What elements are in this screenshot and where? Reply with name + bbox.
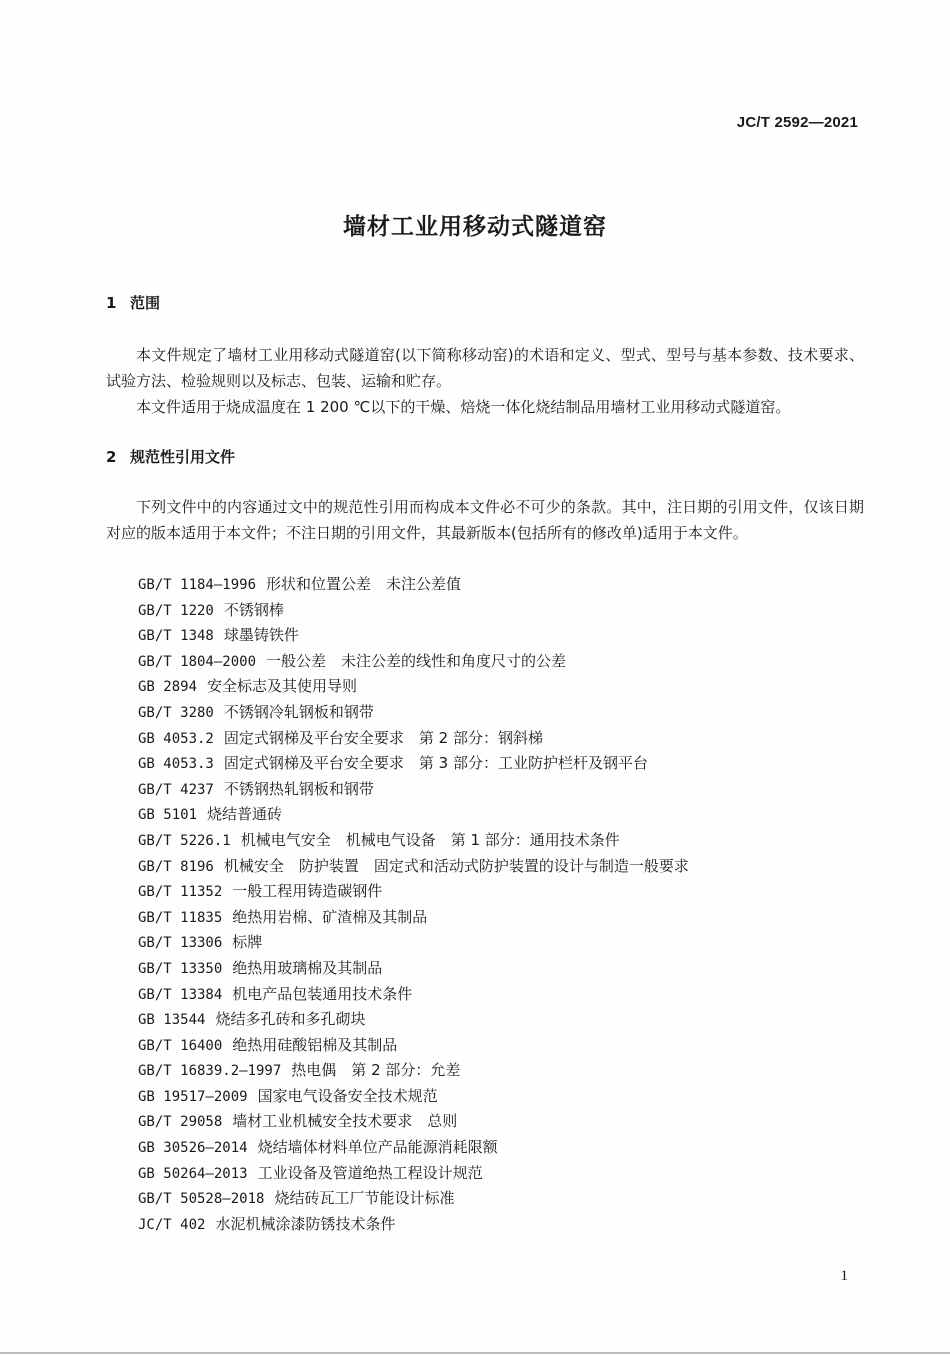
reference-item (138, 1084, 689, 1110)
reference-item (138, 572, 689, 598)
page-number: 1 (840, 1268, 848, 1284)
reference-item (138, 1186, 689, 1212)
reference-item (138, 1135, 689, 1161)
reference-title: 固定式钢梯及平台安全要求 第 2 部分：钢斜梯 (223, 728, 543, 747)
reference-title: 绝热用岩棉、矿渣棉及其制品 (232, 907, 428, 926)
reference-item (138, 700, 689, 726)
reference-code: GB/T 5226.1 (138, 832, 231, 849)
section-heading-normative-references (106, 446, 235, 467)
section-number: 2 (106, 448, 117, 466)
reference-code: GB/T 3280 (138, 704, 214, 721)
reference-title: 一般工程用铸造碳钢件 (232, 882, 383, 901)
references-intro-paragraph: 下列文件中的内容通过文中的规范性引用而构成本文件必不可少的条款。其中，注日期的引用文件，仅该日期对应的版本适用于本文件；不注日期的引用文件，其最新版本(包括所有的修改单)适用于本文件。 (106, 498, 864, 542)
reference-item (138, 1109, 689, 1135)
reference-code: GB 19517—2009 (138, 1088, 248, 1105)
reference-code: JC/T 402 (138, 1216, 206, 1233)
reference-item (138, 802, 689, 828)
reference-item (138, 1212, 689, 1238)
reference-code: GB/T 1804—2000 (138, 653, 257, 670)
reference-item (138, 1161, 689, 1187)
reference-title: 不锈钢棒 (223, 600, 284, 619)
reference-item (138, 828, 689, 854)
reference-list (138, 572, 689, 1237)
reference-item (138, 905, 689, 931)
reference-title: 墙材工业机械安全技术要求 总则 (232, 1112, 458, 1131)
reference-title: 烧结普通砖 (207, 805, 283, 824)
reference-code: GB/T 8196 (138, 858, 214, 875)
section-heading-scope (106, 292, 160, 313)
reference-item (138, 726, 689, 752)
reference-code: GB/T 1348 (138, 628, 214, 645)
reference-code: GB 30526—2014 (138, 1140, 248, 1157)
reference-code: GB 50264—2013 (138, 1165, 248, 1182)
reference-title: 热电偶 第 2 部分：允差 (291, 1061, 461, 1080)
reference-title: 水泥机械涂漆防锈技术条件 (215, 1214, 396, 1233)
reference-code: GB/T 11835 (138, 909, 223, 926)
reference-title: 球墨铸铁件 (223, 626, 299, 645)
reference-title: 机电产品包装通用技术条件 (232, 984, 413, 1003)
reference-code: GB/T 1220 (138, 602, 214, 619)
reference-item (138, 1007, 689, 1033)
reference-item (138, 1033, 689, 1059)
reference-code: GB/T 16400 (138, 1037, 223, 1054)
reference-code: GB 4053.3 (138, 756, 214, 773)
reference-title: 绝热用玻璃棉及其制品 (232, 958, 383, 977)
reference-title: 烧结多孔砖和多孔砌块 (215, 1010, 366, 1029)
reference-title: 机械安全 防护装置 固定式和活动式防护装置的设计与制造一般要求 (223, 856, 689, 875)
reference-title: 国家电气设备安全技术规范 (257, 1086, 438, 1105)
reference-title: 不锈钢热轧钢板和钢带 (223, 779, 374, 798)
reference-title: 工业设备及管道绝热工程设计规范 (257, 1163, 483, 1182)
reference-title: 固定式钢梯及平台安全要求 第 3 部分：工业防护栏杆及钢平台 (223, 754, 648, 773)
reference-code: GB 5101 (138, 807, 198, 824)
reference-item (138, 930, 689, 956)
reference-item (138, 674, 689, 700)
reference-item (138, 598, 689, 624)
reference-title: 形状和位置公差 未注公差值 (266, 575, 462, 593)
reference-code: GB/T 16839.2—1997 (138, 1063, 282, 1080)
reference-code: GB/T 11352 (138, 884, 223, 901)
reference-code: GB/T 13384 (138, 986, 223, 1003)
reference-item (138, 751, 689, 777)
section-number: 1 (106, 294, 117, 312)
reference-code: GB 2894 (138, 679, 198, 696)
scope-paragraph: 本文件适用于烧成温度在 1 200 ℃以下的干燥、焙烧一体化烧结制品用墙材工业用移动式隧道窑。 (136, 398, 791, 416)
reference-title: 标牌 (232, 933, 263, 952)
reference-code: GB/T 4237 (138, 781, 214, 798)
reference-code: GB/T 13306 (138, 935, 223, 952)
reference-code: GB 4053.2 (138, 730, 214, 747)
reference-item (138, 982, 689, 1008)
reference-code: GB/T 50528—2018 (138, 1191, 265, 1208)
reference-title: 烧结墙体材料单位产品能源消耗限额 (257, 1138, 498, 1157)
reference-item (138, 649, 689, 675)
reference-code: GB 13544 (138, 1012, 206, 1029)
scope-paragraph: 本文件规定了墙材工业用移动式隧道窑(以下简称移动窑)的术语和定义、型式、型号与基本参数、技术要求、试验方法、检验规则以及标志、包装、运输和贮存。 (106, 346, 864, 390)
section-title: 范围 (130, 294, 161, 312)
reference-title: 烧结砖瓦工厂节能设计标准 (274, 1189, 455, 1208)
reference-item (138, 623, 689, 649)
standard-code: JC/T 2592—2021 (736, 114, 858, 131)
reference-code: GB/T 13350 (138, 960, 223, 977)
reference-item (138, 956, 689, 982)
reference-item (138, 854, 689, 880)
document-title: 墙材工业用移动式隧道窑 (343, 214, 607, 240)
reference-item (138, 1058, 689, 1084)
reference-title: 机械电气安全 机械电气设备 第 1 部分：通用技术条件 (240, 830, 620, 849)
reference-code: GB/T 29058 (138, 1114, 223, 1131)
reference-item (138, 777, 689, 803)
bottom-rule (0, 1352, 950, 1354)
reference-title: 安全标志及其使用导则 (207, 677, 358, 696)
reference-title: 不锈钢冷轧钢板和钢带 (223, 702, 374, 721)
section-title: 规范性引用文件 (130, 448, 236, 466)
reference-code: GB/T 1184—1996 (138, 577, 257, 593)
reference-title: 一般公差 未注公差的线性和角度尺寸的公差 (266, 651, 567, 670)
reference-item (138, 879, 689, 905)
reference-title: 绝热用硅酸铝棉及其制品 (232, 1035, 398, 1054)
